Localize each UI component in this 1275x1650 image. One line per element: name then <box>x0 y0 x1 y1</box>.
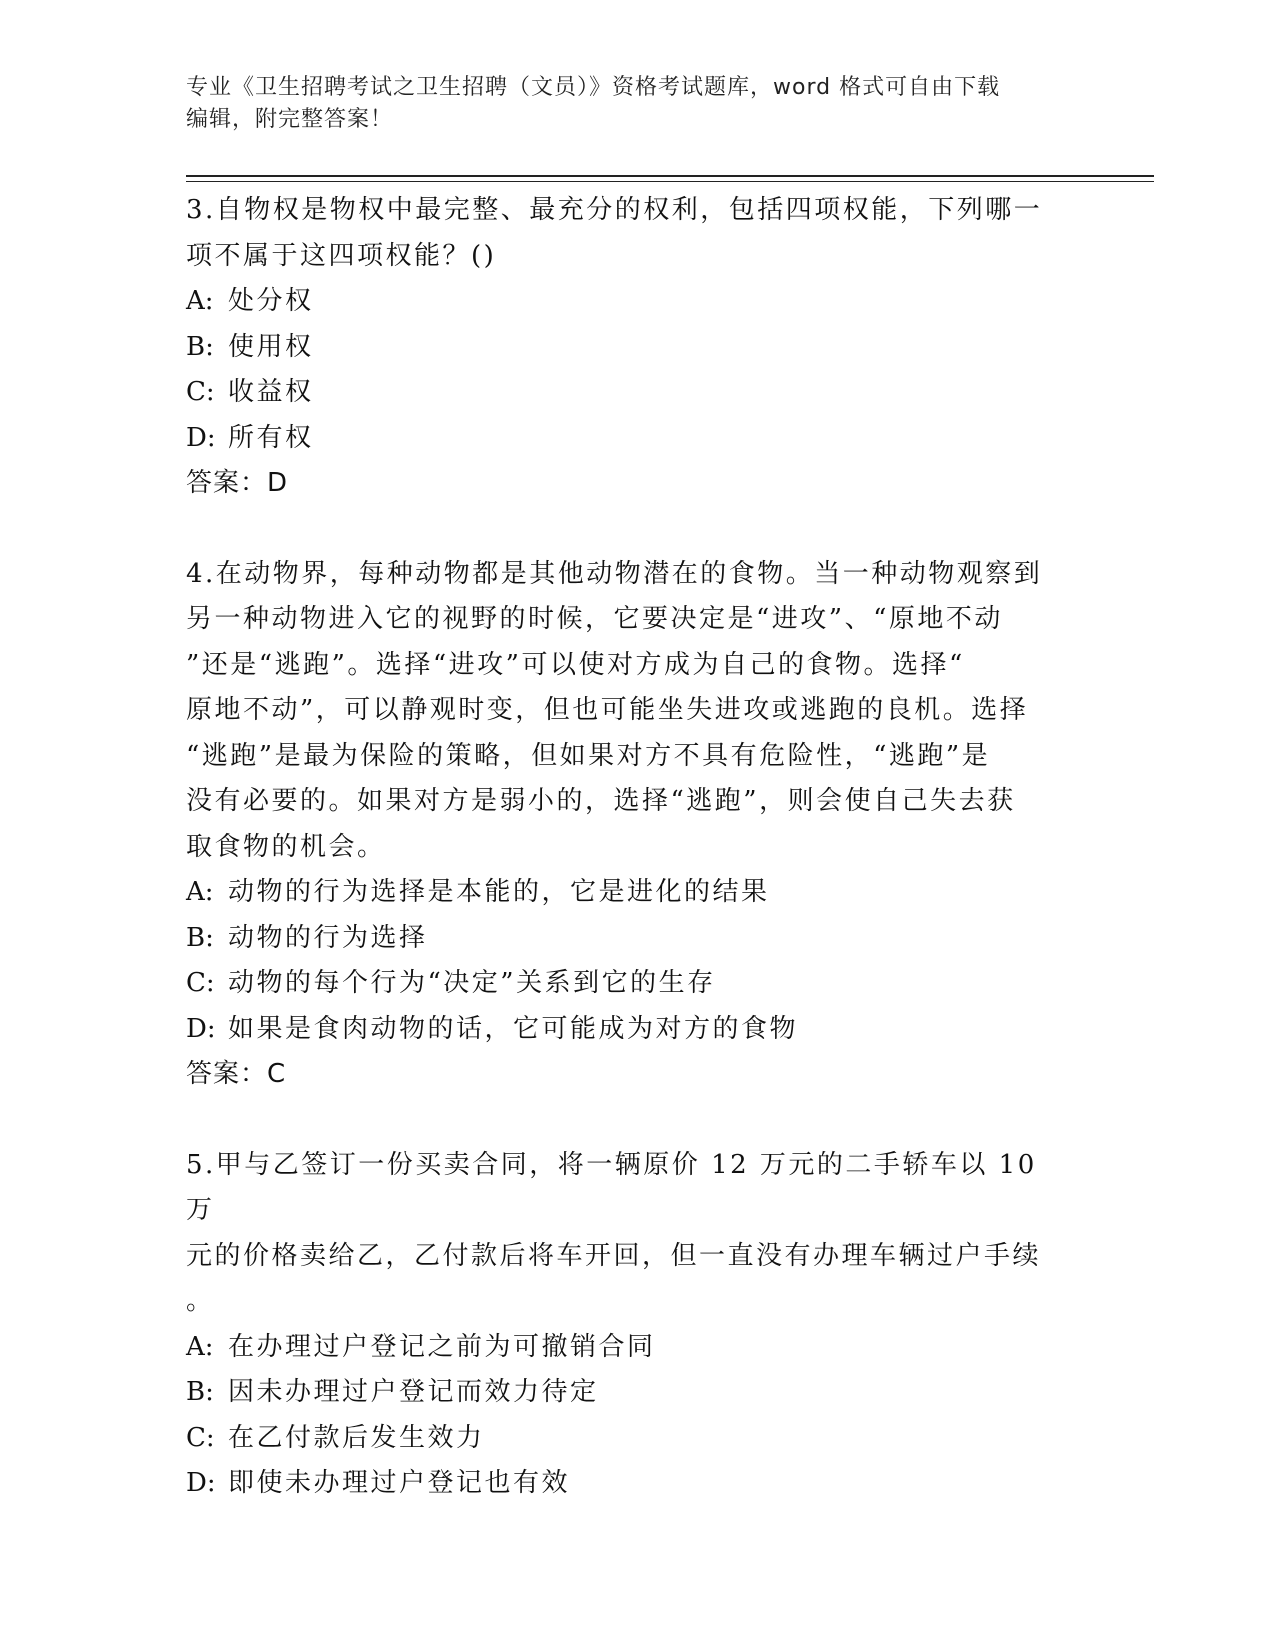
option-text: 所有权 <box>228 422 314 453</box>
question-list <box>186 188 1066 1507</box>
option-letter: C: <box>186 1422 215 1453</box>
answer-text: 答案：D <box>186 468 289 498</box>
option-letter: B: <box>186 922 214 953</box>
question-stem <box>186 188 1066 279</box>
option-c <box>186 1416 1066 1462</box>
option-b <box>186 1370 1066 1416</box>
option-letter: C: <box>186 968 215 998</box>
question-5 <box>186 1143 1066 1507</box>
question-line: 5.甲与乙签订一份买卖合同，将一辆原价 12 万元的二手轿车以 10 万 <box>186 1149 1037 1225</box>
option-text: 处分权 <box>228 286 314 316</box>
option-a <box>186 870 1066 916</box>
question-4 <box>186 552 1066 1098</box>
option-text: 动物的每个行为“决定”关系到它的生存 <box>228 968 716 998</box>
question-stem <box>186 552 1066 871</box>
option-text: 动物的行为选择是本能的，它是进化的结果 <box>228 877 770 907</box>
question-stem <box>186 1143 1066 1325</box>
option-d <box>186 1461 1066 1507</box>
option-a <box>186 1325 1066 1371</box>
header-divider-thick <box>186 175 1154 177</box>
option-c <box>186 370 1066 416</box>
option-letter: B: <box>186 1377 214 1407</box>
option-a <box>186 279 1066 325</box>
option-d <box>186 1007 1066 1053</box>
option-b <box>186 916 1066 962</box>
option-b <box>186 325 1066 371</box>
option-letter: A: <box>186 286 214 316</box>
question-line: 。 <box>186 1286 215 1316</box>
option-letter: B: <box>186 331 214 362</box>
question-line: ”还是“逃跑”。选择“进攻”可以使对方成为自己的食物。选择“ <box>186 649 965 680</box>
option-letter: D: <box>186 1013 216 1044</box>
header-divider-thin <box>186 181 1154 182</box>
option-d <box>186 416 1066 462</box>
question-line: 没有必要的。如果对方是弱小的，选择“逃跑”，则会使自己失去获 <box>186 786 1016 816</box>
option-text: 因未办理过户登记而效力待定 <box>228 1377 599 1407</box>
question-3 <box>186 188 1066 507</box>
question-line: 3.自物权是物权中最完整、最充分的权利，包括四项权能，下列哪一 <box>186 195 1043 225</box>
option-letter: D: <box>186 422 216 453</box>
option-letter: D: <box>186 1468 216 1498</box>
answer-text: 答案：C <box>186 1059 287 1089</box>
option-c <box>186 961 1066 1007</box>
option-letter: C: <box>186 377 215 407</box>
option-letter: A: <box>186 1331 214 1362</box>
question-line: 另一种动物进入它的视野的时候，它要决定是“进攻”、“原地不动 <box>186 604 1003 634</box>
option-text: 如果是食肉动物的话，它可能成为对方的食物 <box>228 1013 799 1044</box>
question-line: 取食物的机会。 <box>186 831 386 862</box>
question-spacer <box>186 1098 1066 1143</box>
question-line: 元的价格卖给乙，乙付款后将车开回，但一直没有办理车辆过户手续 <box>186 1240 1042 1271</box>
question-spacer <box>186 507 1066 552</box>
question-line: 项不属于这四项权能？() <box>186 240 497 271</box>
option-text: 收益权 <box>228 377 314 407</box>
option-text: 在办理过户登记之前为可撤销合同 <box>228 1331 656 1362</box>
option-text: 在乙付款后发生效力 <box>228 1422 485 1453</box>
option-text: 动物的行为选择 <box>228 922 428 953</box>
option-letter: A: <box>186 877 214 907</box>
header-line-2: 编辑，附完整答案！ <box>186 107 394 132</box>
document-header <box>186 72 1066 136</box>
option-text: 使用权 <box>228 331 314 362</box>
question-line: 原地不动”，可以静观时变，但也可能坐失进攻或逃跑的良机。选择 <box>186 695 1029 725</box>
question-line: “逃跑”是最为保险的策略，但如果对方不具有危险性，“逃跑”是 <box>186 740 991 771</box>
header-line-1: 专业《卫生招聘考试之卫生招聘（文员）》资格考试题库，word 格式可自由下载 <box>186 75 1001 100</box>
question-line: 4.在动物界，每种动物都是其他动物潜在的食物。当一种动物观察到 <box>186 558 1043 589</box>
option-text: 即使未办理过户登记也有效 <box>228 1468 571 1498</box>
